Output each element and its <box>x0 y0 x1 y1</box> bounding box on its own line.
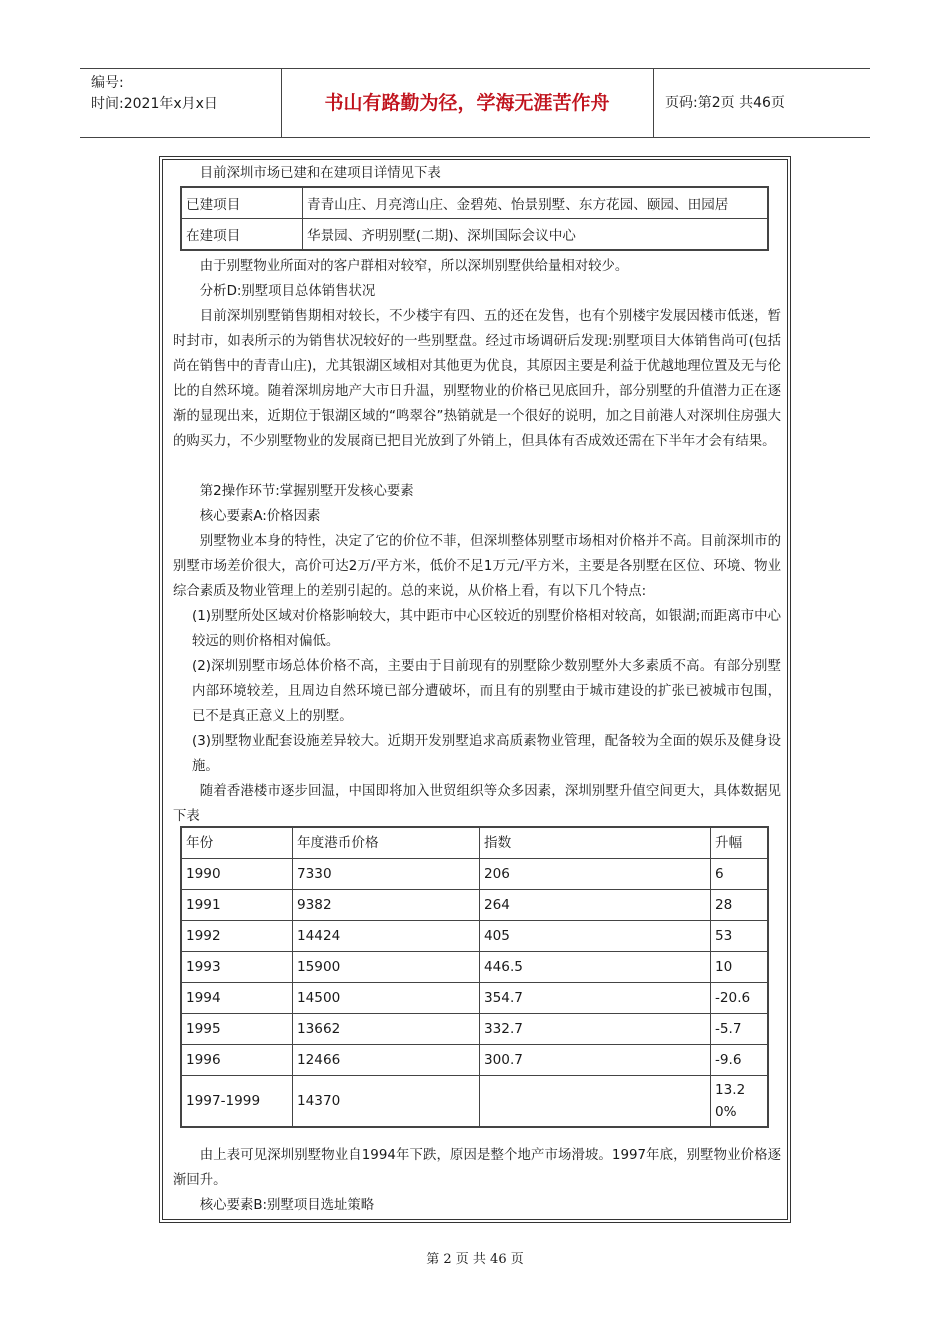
table-header-cell: 指数 <box>480 827 711 859</box>
paragraph-conclusion: 由上表可见深圳别墅物业自1994年下跌，原因是整个地产市场滑坡。1997年底，别墅物业价格逐渐回升。 <box>173 1148 781 1188</box>
table-row <box>181 890 768 921</box>
table-cell: -5.7 <box>711 1014 769 1045</box>
table-cell: 华景园、齐明别墅(二期)、深圳国际会议中心 <box>303 219 769 251</box>
table-header-cell: 年份 <box>181 827 293 859</box>
table-cell: -9.6 <box>711 1045 769 1076</box>
page-footer: 第 2 页 共 46 页 <box>426 1252 524 1267</box>
table-cell: 6 <box>711 859 769 890</box>
table-cell: 264 <box>480 890 711 921</box>
table-row <box>181 1045 768 1076</box>
projects-table <box>180 186 769 251</box>
header-motto: 书山有路勤为径，学海无涯苦作舟 <box>324 92 610 114</box>
table-cell <box>480 1076 711 1128</box>
table-cell: 28 <box>711 890 769 921</box>
table-header-cell: 年度港币价格 <box>293 827 480 859</box>
table-cell: 9382 <box>293 890 480 921</box>
table-cell: 354.7 <box>480 983 711 1014</box>
heading-core-a: 核心要素A:价格因素 <box>199 509 321 524</box>
intro-text: 目前深圳市场已建和在建项目详情见下表 <box>199 166 441 181</box>
table-cell: 1994 <box>181 983 293 1014</box>
table-cell: 405 <box>480 921 711 952</box>
table-cell: 14370 <box>293 1076 480 1128</box>
table-cell: 1991 <box>181 890 293 921</box>
table-cell: 1993 <box>181 952 293 983</box>
table-row <box>181 187 768 219</box>
price-table <box>180 826 769 1128</box>
table-cell: 7330 <box>293 859 480 890</box>
table-cell: 14500 <box>293 983 480 1014</box>
header-divider <box>653 69 654 137</box>
table-row <box>181 1014 768 1045</box>
table-cell: 1997-1999 <box>181 1076 293 1128</box>
heading-step2: 第2操作环节:掌握别墅开发核心要素 <box>199 484 414 499</box>
table-cell: 15900 <box>293 952 480 983</box>
table-row <box>181 921 768 952</box>
table-cell: 13662 <box>293 1014 480 1045</box>
table-cell: 14424 <box>293 921 480 952</box>
header-meta <box>91 73 218 115</box>
table-cell: 在建项目 <box>181 219 303 251</box>
heading-core-b: 核心要素B:别墅项目选址策略 <box>199 1198 375 1213</box>
table-row <box>181 1076 768 1128</box>
table-cell: 1990 <box>181 859 293 890</box>
table-cell: 206 <box>480 859 711 890</box>
table-cell: 53 <box>711 921 769 952</box>
table-cell: 1992 <box>181 921 293 952</box>
date-label: 时间:2021年x月x日 <box>91 96 218 112</box>
table-cell: 446.5 <box>480 952 711 983</box>
table-cell: 10 <box>711 952 769 983</box>
table-cell: 12466 <box>293 1045 480 1076</box>
table-row <box>181 859 768 890</box>
table-cell: 已建项目 <box>181 187 303 219</box>
table-cell: 13.20% <box>711 1076 769 1128</box>
table-cell: 1995 <box>181 1014 293 1045</box>
table-row <box>181 952 768 983</box>
table-header-row <box>181 827 768 859</box>
table-cell: 1996 <box>181 1045 293 1076</box>
paragraph-point2: (2)深圳别墅市场总体价格不高，主要由于目前现有的别墅除少数别墅外大多素质不高。有部分别墅内部环境较差，且周边自然环境已部分遭破坏，而且有的别墅由于城市建设的扩张已被城市包围，已不是真正意义上的别墅。 <box>192 659 781 724</box>
number-label: 编号: <box>91 75 124 91</box>
page-header <box>80 68 870 138</box>
table-cell: -20.6 <box>711 983 769 1014</box>
header-page-number: 页码:第2页 共46页 <box>665 95 785 111</box>
table-cell: 青青山庄、月亮湾山庄、金碧苑、怡景别墅、东方花园、颐园、田园居 <box>303 187 769 219</box>
table-row <box>181 219 768 251</box>
table-header-cell: 升幅 <box>711 827 769 859</box>
table-cell: 300.7 <box>480 1045 711 1076</box>
paragraph-supply: 由于别墅物业所面对的客户群相对较窄，所以深圳别墅供给量相对较少。 <box>199 259 629 274</box>
table-row <box>181 983 768 1014</box>
paragraph-hk: 随着香港楼市逐步回温，中国即将加入世贸组织等众多因素，深圳别墅升值空间更大，具体数据见下表 <box>173 784 781 824</box>
table-cell: 332.7 <box>480 1014 711 1045</box>
heading-analysis-d: 分析D:别墅项目总体销售状况 <box>199 284 376 299</box>
paragraph-point1: (1)别墅所处区域对价格影响较大，其中距市中心区较近的别墅价格相对较高，如银湖;而距离市中心较远的则价格相对偏低。 <box>192 609 781 649</box>
paragraph-point3: (3)别墅物业配套设施差异较大。近期开发别墅追求高质素物业管理，配备较为全面的娱乐及健身设施。 <box>192 734 781 774</box>
paragraph-price: 别墅物业本身的特性，决定了它的价位不菲，但深圳整体别墅市场相对价格并不高。目前深圳市的别墅市场差价很大，高价可达2万/平方米，低价不足1万元/平方米，主要是各别墅在区位、环境、物业综合素质及物业管理上的差别引起的。总的来说，从价格上看，有以下几个特点: <box>173 534 781 599</box>
paragraph-sales: 目前深圳别墅销售期相对较长，不少楼宇有四、五的还在发售，也有个别楼宇发展因楼市低迷，暂时封市，如表所示的为销售状况较好的一些别墅盘。经过市场调研后发现:别墅项目大体销售尚可(包括尚在销售中的青青山庄)，尤其银湖区域相对其他更为优良，其原因主要是利益于优越地理位置及无与伦比的自然环境。随着深圳房地产大市日升温，别墅物业的价格已见底回升，部分别墅的升值潜力正在逐渐的显现出来，近期位于银湖区域的“鸣翠谷”热销就是一个很好的说明，加之目前港人对深圳住房强大的购买力，不少别墅物业的发展商已把目光放到了外销上，但具体有否成效还需在下半年才会有结果。 <box>173 309 781 449</box>
